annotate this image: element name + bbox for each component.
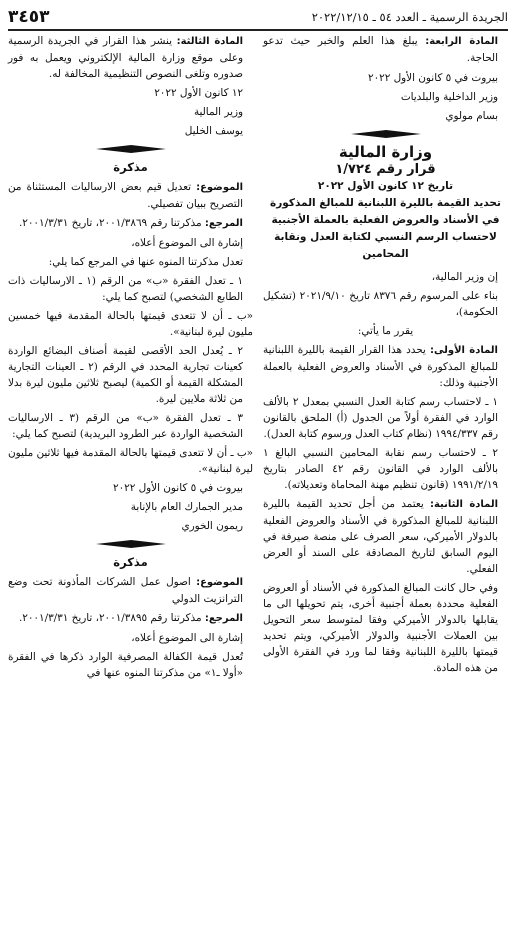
article3-text: ينشر هذا القرار في الجريدة الرسمية وعلى موقع وزارة المالية الإلكتروني ويعمل به فور صدوره وتلغى النصوص التنظيمية المخالفة له. [8, 35, 243, 80]
header-rule [8, 29, 508, 31]
page-number: ٣٤٥٣ [8, 7, 50, 27]
sig1-date: ١٢ كانون الأول ٢٠٢٢ [154, 87, 243, 99]
article3 [8, 33, 253, 82]
left-column [8, 33, 253, 684]
article1-text: يحدد هذا القرار القيمة بالليرة اللبنانية للمبالغ المذكورة في الأسناد والعروض الفعلية بالعملة الأجنبية وذلك: [263, 344, 498, 389]
sig2-name: ريمون الخوري [181, 520, 243, 532]
memo1-p2: تعدل مذكرتنا المنوه عنها في المرجع كما يلي: [48, 256, 243, 268]
page-header [8, 6, 508, 28]
memo1-p5: ٢ ـ يُعدل الحد الأقصى لقيمة أصناف البضائع الواردة كعينات تجارية المحدد في الرقم (٢ ـ العينات التجارية المشكلة القيمة أو الكمية) ليصبح ثلاثين مليون ليرة بدلا من ثلاثة ملايين ليرة. [8, 345, 244, 405]
decides-line: يقرر ما يأتي: [357, 325, 414, 337]
gazette-issue: الجريدة الرسمية ـ العدد ٥٤ ـ ٢٠٢٢/١٢/١٥ [311, 10, 508, 24]
right-column [263, 33, 508, 684]
memo1-title: مذكرة [113, 160, 148, 174]
intro-decree: بناء على المرسوم رقم ٨٣٧٦ تاريخ ٢٠٢١/٩/١٠ (تشكيل الحكومة)، [263, 290, 499, 318]
memo1-p4: «ب ـ أن لا تتعدى قيمتها بالحالة المقدمة فيها خمسين مليون ليرة لبنانية». [8, 310, 253, 338]
article2-cont: وفي حال كانت المبالغ المذكورة في الأسناد أو العروض الفعلية محددة بعملة أجنبية أخرى، يتم تحويلها الى ما يقابلها بالدولار الأميركي وفقا لمتوسط سعر التحويل بين العملات الأجنبية والدولار الأميركي، ويتم تحديد قيمتها بالليرة اللبنانية وفقا لما ورد في الفقرة الأولى من هذه المادة. [263, 582, 498, 674]
memo2-subject [8, 574, 253, 607]
article4-label: المادة الرابعة: [425, 36, 499, 47]
decision-number: قرار رقم ١/٧٢٤ [335, 162, 436, 177]
article1-item2: ٢ ـ لاحتساب رسم نقابة المحامين النسبي البالغ ١ بالألف الوارد في القانون رقم ٤٢ الصادر بتاريخ ١٩٩١/٢/١٩ (قانون تنظيم مهنة المحاماة وتعديلاته). [263, 447, 499, 491]
section-divider [263, 130, 508, 138]
customs-signature [8, 480, 253, 534]
sig1-title: وزير المالية [193, 106, 243, 118]
memo2-ref-text: مذكرتنا رقم ٢٠٠١/٣٨٩٥، تاريخ ٢٠٠١/٣/٣١. [18, 612, 202, 624]
intro-minister: إن وزير المالية، [431, 271, 498, 283]
sig-title: وزير الداخلية والبلديات [400, 91, 498, 103]
memo1-ref-label: المرجع: [204, 218, 243, 229]
memo2-ref-label: المرجع: [204, 613, 243, 624]
ministry-title: وزارة المالية [338, 143, 433, 161]
sig-place-date: بيروت في ٥ كانون الأول ٢٠٢٢ [367, 72, 498, 84]
article2-text: يعتمد من أجل تحديد القيمة بالليرة اللبنانية للمبالغ المذكورة في الأسناد والعروض الفعلية بالدولار الأميركي، سعر الصرف على منصة صيرفة في اليوم السابق لتاريخ المصادقة على السند أو العرض الفعلي. [263, 498, 498, 575]
memo2-p2: تُعدل قيمة الكفالة المصرفية الوارد ذكرها في الفقرة «أولا ـ١» من مذكرتنا المنوه عنها في [8, 651, 243, 679]
sig2-date: بيروت في ٥ كانون الأول ٢٠٢٢ [112, 482, 243, 494]
article2 [263, 496, 508, 577]
interior-signature [263, 70, 508, 124]
memo1-ref-text: مذكرتنا رقم ٢٠٠١/٣٨٦٩، تاريخ ٢٠٠١/٣/٣١. [18, 217, 202, 229]
memo2-p1: إشارة الى الموضوع أعلاه، [131, 632, 243, 644]
memo1-p7: «ب ـ أن لا تتعدى قيمتها بالحالة المقدمة فيها ثلاثين مليون ليرة لبنانية». [8, 447, 253, 475]
memo2-subject-label: الموضوع: [196, 577, 243, 588]
memo1-p3: ١ ـ تعدل الفقرة «ب» من الرقم (١ ـ الارساليات ذات الطابع الشخصي) لتصبح كما يلي: [8, 275, 243, 303]
sig-name: بسام مولوي [445, 110, 498, 122]
memo1-p6: ٣ ـ تعدل الفقرة «ب» من الرقم (٣ ـ الارساليات الشخصية الواردة عبر الطرود البريدية) لتصبح كما يلي: [8, 412, 243, 440]
decision-date: تاريخ ١٢ كانون الأول ٢٠٢٢ [317, 180, 454, 192]
section-divider [8, 540, 253, 548]
memo1-subject-text: تعديل قيم بعض الارساليات المستثناة من التصريح ببيان تفصيلي. [8, 181, 243, 210]
sig2-title: مدير الجمارك العام بالإنابة [130, 501, 243, 513]
memo1-subject [8, 179, 253, 212]
article1-item1: ١ ـ لاحتساب رسم كتابة العدل النسبي بمعدل ٢ بالألف الوارد في الفقرة أولاً من الجدول (أ) الملحق بالقانون رقم ١٩٩٤/٣٣٧ (نظام كتاب العدل ورسوم كتابة العدل). [263, 396, 498, 440]
article4 [263, 33, 508, 66]
article4-text: يبلغ هذا العلم والخبر حيث تدعو الحاجة. [263, 35, 498, 64]
memo2-subject-text: اصول عمل الشركات المأذونة تحت وضع الترانزيت الدولي [8, 576, 243, 605]
memo2-ref [8, 610, 253, 627]
finance-signature [8, 85, 253, 139]
columns [8, 33, 508, 684]
memo2-title: مذكرة [113, 555, 148, 569]
article3-label: المادة الثالثة: [176, 36, 243, 47]
memo1-subject-label: الموضوع: [196, 182, 243, 193]
decision-subject: تحديد القيمة بالليرة اللبنانية للمبالغ المذكورة في الأسناد والعروض الفعلية بالعملة الأجنبية لاحتساب الرسم النسبي لكتابة العدل ونقابة المحامين [270, 197, 501, 260]
article1 [263, 342, 508, 391]
sig1-name: يوسف الخليل [184, 125, 243, 137]
memo1-ref [8, 215, 253, 232]
article2-label: المادة الثانية: [429, 499, 498, 510]
section-divider [8, 145, 253, 153]
memo1-p1: إشارة الى الموضوع أعلاه، [131, 237, 243, 249]
article1-label: المادة الأولى: [430, 345, 498, 356]
